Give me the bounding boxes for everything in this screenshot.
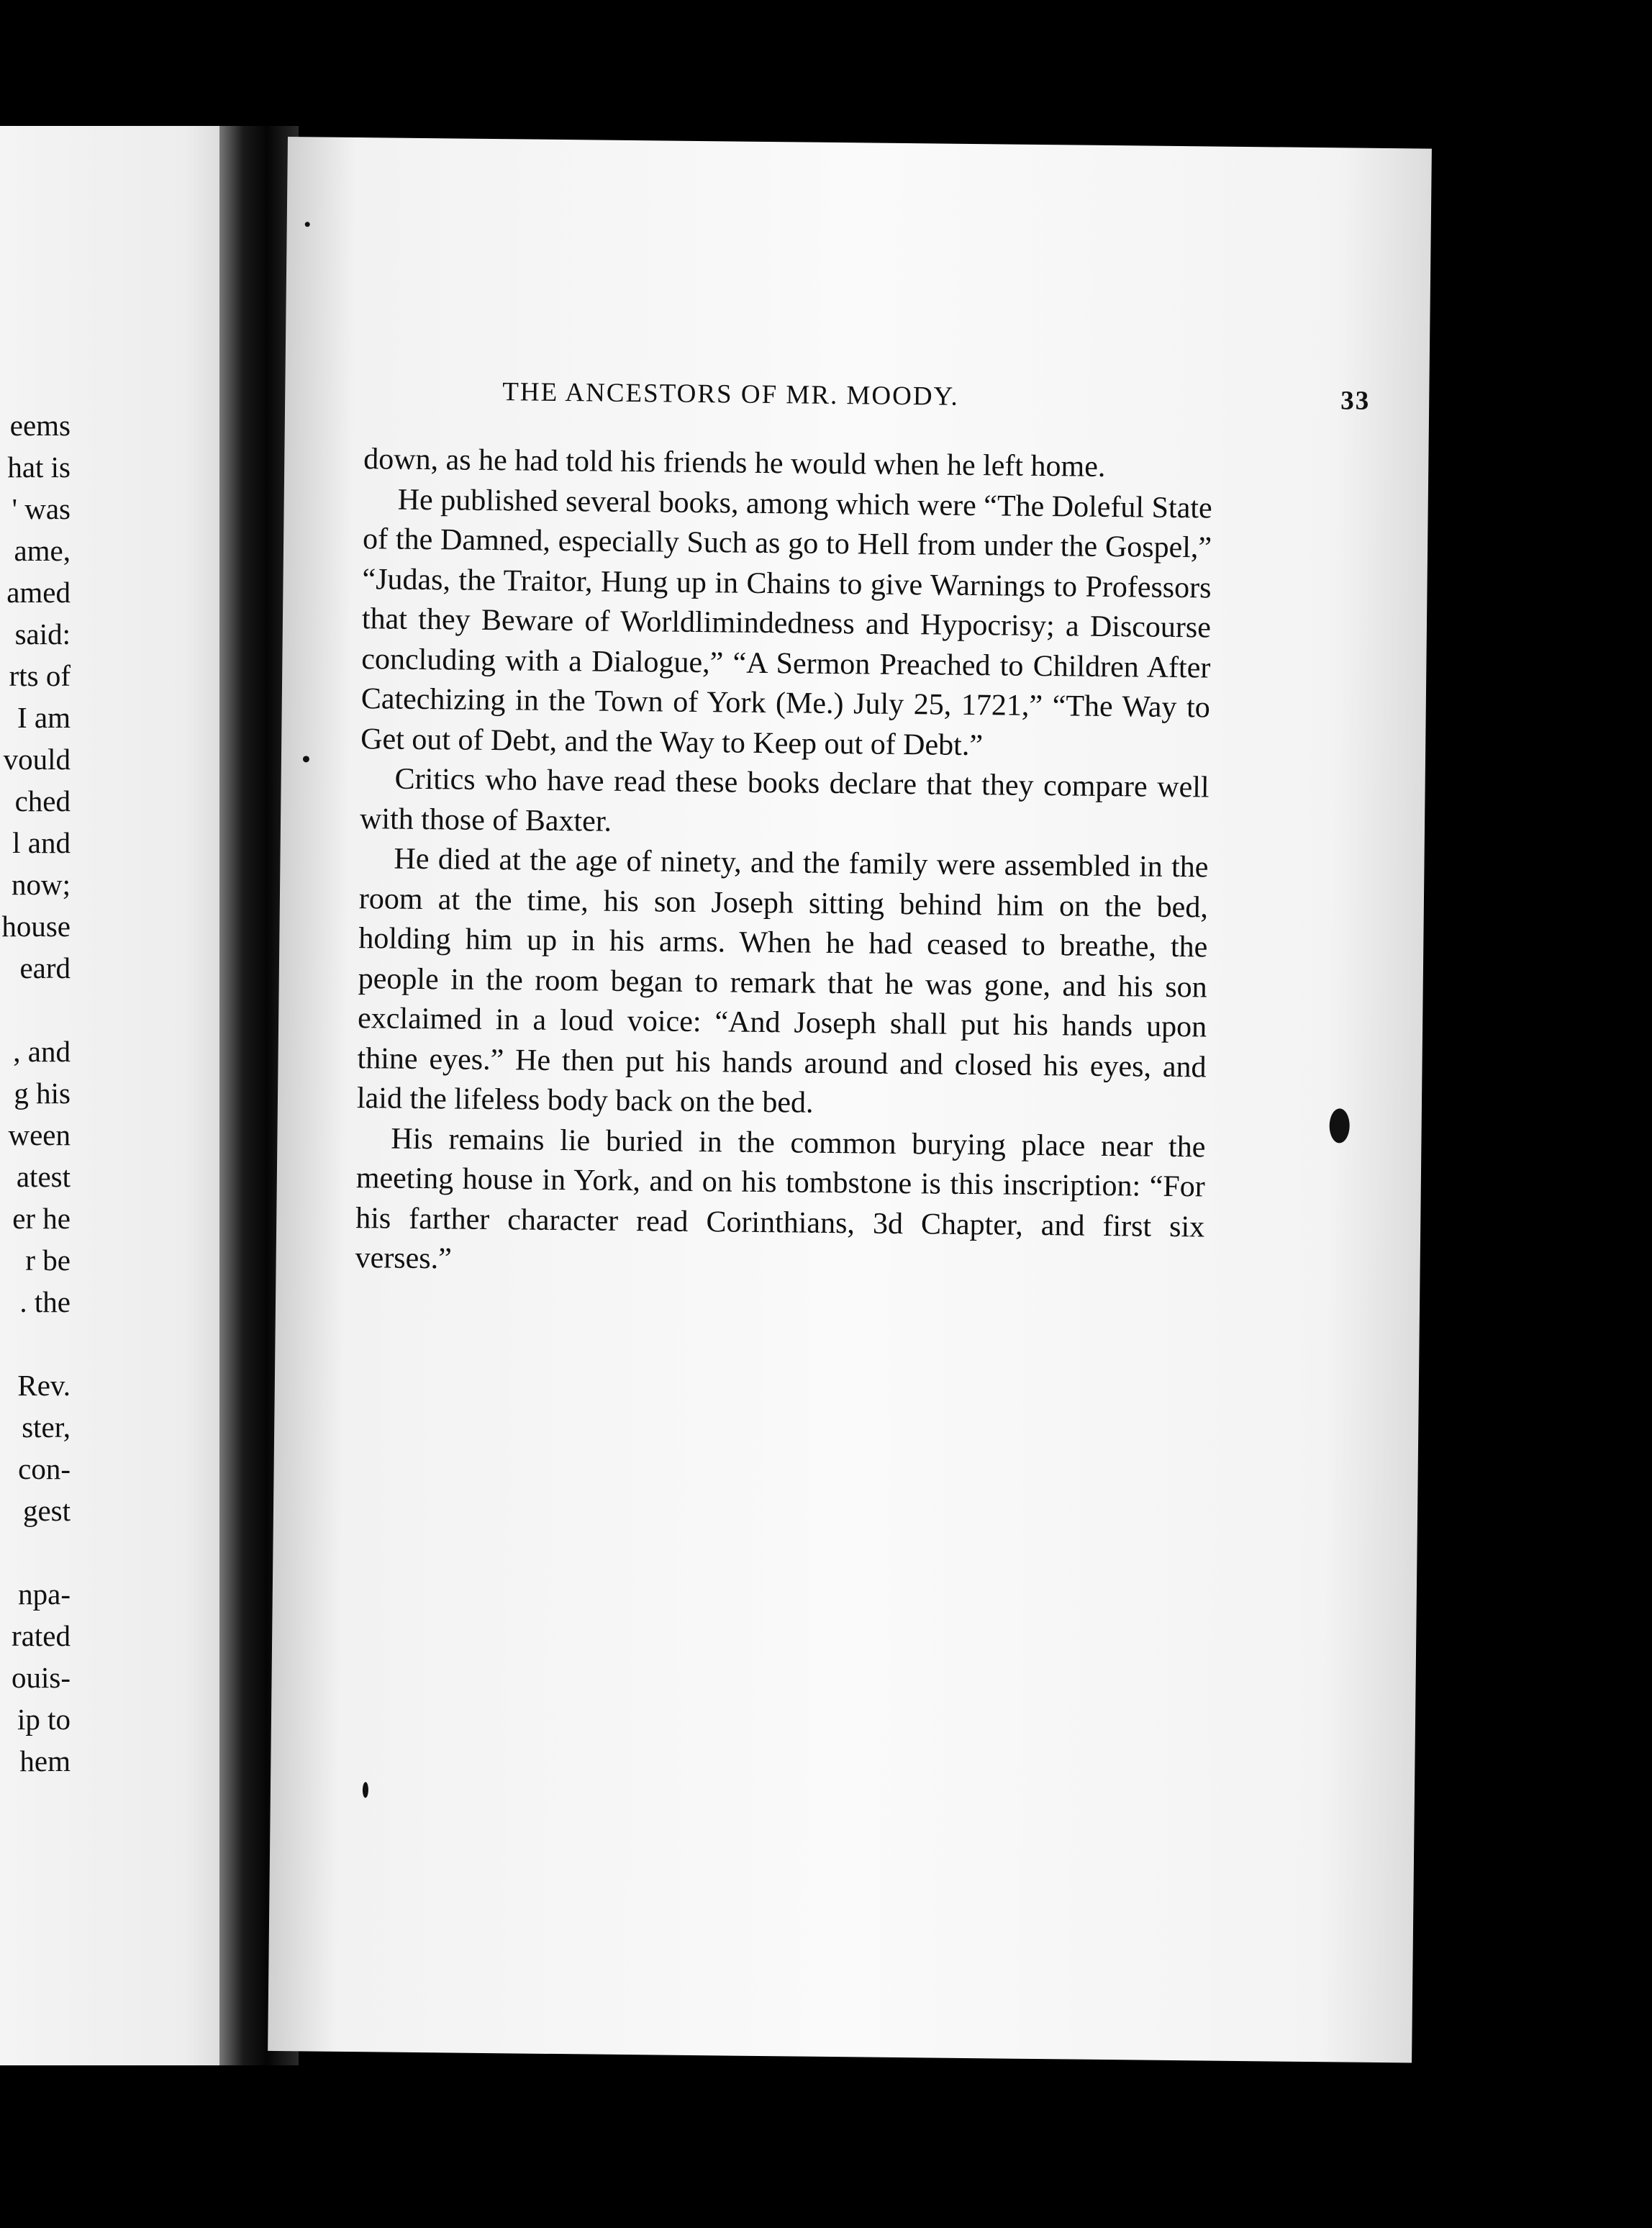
fragment-line: rts of [9, 659, 71, 692]
fragment-line: npa- [18, 1577, 71, 1611]
fragment-line: I am [17, 701, 71, 734]
fragment-line: ched [14, 784, 71, 818]
fragment-line: said: [14, 617, 71, 651]
ink-speck [305, 222, 310, 227]
fragment-line: house [1, 910, 71, 943]
fragment-line: r be [25, 1244, 71, 1277]
previous-page-text-fragments [0, 404, 71, 1782]
paragraph: His remains lie buried in the common burying place near the meeting house in York, and on his tombstone is this inscription: “For his farther character read Corinthians, 3d Chapter, and first six verses.” [355, 1122, 1206, 1276]
page-number: 33 [1340, 386, 1371, 416]
fragment-line: rated [12, 1619, 71, 1652]
paragraph: Critics who have read these books declare that they compare well with those of Baxter. [359, 762, 1210, 838]
fragment-line: l and [12, 826, 71, 859]
fragment-line: ster, [22, 1410, 71, 1444]
ink-speck [1329, 1108, 1350, 1143]
fragment-line: er he [12, 1202, 71, 1235]
fragment-line: eems [9, 409, 71, 442]
fragment-line: vould [3, 743, 71, 776]
fragment-line: gest [22, 1494, 71, 1527]
fragment-line: ouis- [12, 1661, 71, 1694]
paragraph: He died at the age of ninety, and the family were assembled in the room at the time, his son Joseph sitting behind him on the bed, holding him up in his arms. When he had ceased to breathe, the people in the room began to remark that he was gone, and his son exclaimed in a loud voice: “And Joseph shall put his hands upon thine eyes.” He then put his hands around and closed his eyes, and laid the lifeless body back on the bed. [356, 842, 1209, 1120]
fragment-line: eard [19, 951, 71, 984]
fragment-line [0, 1323, 71, 1364]
fragment-line: ' was [12, 492, 71, 525]
fragment-line: ip to [17, 1703, 71, 1736]
fragment-line [0, 1531, 71, 1573]
paragraph: down, as he had told his friends he would when he left home. [363, 443, 1106, 484]
running-head [502, 376, 1460, 416]
book-page [268, 137, 1432, 2063]
ink-speck [303, 756, 309, 762]
running-head-title: THE ANCESTORS OF MR. MOODY. [502, 377, 959, 412]
page-body [355, 440, 1212, 1287]
fragment-line: amed [6, 576, 71, 609]
fragment-line: ween [8, 1118, 71, 1151]
fragment-line: hat is [7, 450, 71, 484]
paragraph: He published several books, among which were “The Doleful State of the Damned, especially Such as go to Hell from under the Gospel,” “Judas, the Traitor, Hung up in Chains to give Warnings to Professors that they Beware of Worldlimindedness and Hypocrisy; a Discourse concluding with a Dialogue,” “A Sermon Preached to Children After Catechizing in the Town of York (Me.) July 25, 1721,” “The Way to Get out of Debt, and the Way to Keep out of Debt.” [360, 483, 1212, 762]
fragment-line: now; [12, 868, 71, 901]
fragment-line: , and [13, 1035, 71, 1068]
fragment-line: atest [16, 1160, 71, 1193]
fragment-line: g his [14, 1077, 71, 1110]
fragment-line: . the [19, 1285, 71, 1318]
fragment-line: con- [18, 1452, 71, 1485]
fragment-line: ame, [14, 534, 71, 567]
fragment-line [0, 989, 71, 1031]
fragment-line: hem [19, 1744, 71, 1778]
fragment-line: Rev. [17, 1369, 71, 1402]
ink-speck [363, 1782, 368, 1798]
